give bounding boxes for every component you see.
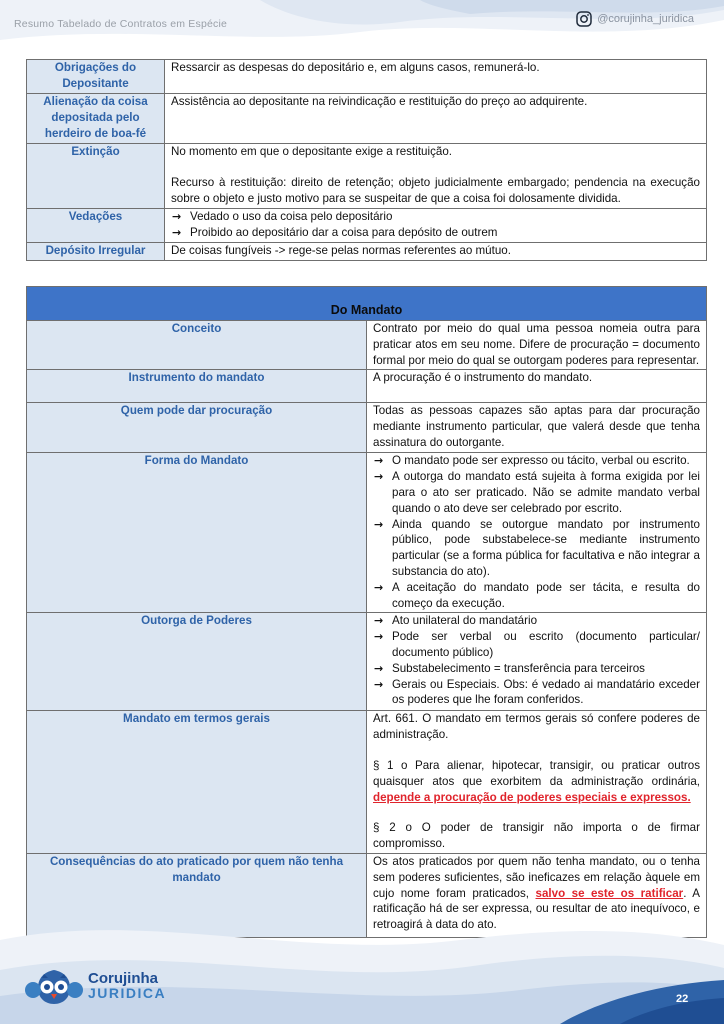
table-row: [27, 711, 707, 854]
row-value: [165, 60, 707, 94]
instagram-icon: [576, 11, 592, 27]
list-item: → Ainda quando se outorgue mandato por instrumento público, pode substabelece-se mediante instrumento particular (se a forma pública for facultativa e não integrar a substancia do ato).: [373, 517, 700, 580]
list-item: → Pode ser verbal ou escrito (documento particular/ documento público): [373, 629, 700, 661]
owl-logo-icon: [24, 966, 84, 1006]
footer-logo: [24, 966, 166, 1006]
row-value: [165, 94, 707, 144]
table-row: [27, 370, 707, 403]
instagram-badge[interactable]: [576, 11, 694, 27]
row-label: Alienação da coisa depositada pelo herdeiro de boa-fé: [27, 94, 165, 144]
paragraph: Art. 661. O mandato em termos gerais só confere poderes de administração.: [373, 712, 700, 742]
row-label: Mandato em termos gerais: [27, 711, 367, 854]
list-item: → Substabelecimento = transferência para terceiros: [373, 661, 700, 677]
row-label: Forma do Mandato: [27, 453, 367, 613]
list-item: → A outorga do mandato está sujeita à forma exigida por lei para o ato ser praticado. Não se admite mandato verbal quando o ato deve ser celebrado por escrito.: [373, 469, 700, 516]
row-label: Vedações: [27, 209, 165, 243]
row-label: Consequências do ato praticado por quem não tenha mandato: [27, 853, 367, 937]
mandato-table: [26, 286, 707, 938]
table-row: [27, 209, 707, 243]
paragraph: De coisas fungíveis -> rege-se pelas normas referentes ao mútuo.: [171, 243, 511, 257]
page-number: 22: [676, 993, 689, 1005]
table-row: [27, 94, 707, 144]
row-value: [367, 711, 707, 854]
paragraph: Recurso à restituição: direito de retenção; objeto judicialmente embargado; pendencia na execução sobre o objeto e justo motivo para se suspeitar de que a coisa foi dolosamente dividida.: [171, 175, 700, 205]
paragraph: No momento em que o depositante exige a restituição.: [171, 145, 452, 158]
row-value: [367, 613, 707, 711]
list-item: → Gerais ou Especiais. Obs: é vedado ai mandatário exceder os poderes que lhe foram conferidos.: [373, 677, 700, 709]
row-value: A procuração é o instrumento do mandato.: [367, 370, 707, 403]
paragraph-text: § 1 o Para alienar, hipotecar, transigir, ou praticar outros quaisquer atos que exorbitem da administração ordinária,: [373, 758, 700, 788]
table-row: [27, 60, 707, 94]
table-row: [27, 453, 707, 613]
table-row: [27, 144, 707, 209]
table-row: [27, 403, 707, 453]
section-title: Do Mandato: [27, 287, 707, 321]
row-value: [165, 144, 707, 209]
paragraph-text: Os atos praticados por quem não tenha mandato, ou o tenha sem poderes suficientes, são ineficazes em relação àquele em cujo nome foram praticados,: [373, 854, 700, 900]
row-value: Todas as pessoas capazes são aptas para dar procuração mediante instrumento particular, que valerá desde que tenha assinatura do outorgante.: [367, 403, 707, 453]
row-value: Contrato por meio do qual uma pessoa nomeia outra para praticar atos em seu nome. Difere de procuração = documento formal por meio do qual se outorgam poderes para representar.: [367, 321, 707, 370]
highlighted-text: salvo se este os ratificar: [535, 886, 684, 900]
instagram-handle: @corujinha_juridica: [597, 13, 694, 25]
row-label: Conceito: [27, 321, 367, 370]
row-label: Instrumento do mandato: [27, 370, 367, 403]
row-value: [165, 242, 707, 260]
table-header-row: [27, 287, 707, 321]
logo-line-1: Corujinha: [88, 970, 158, 987]
bullet-list: [373, 453, 700, 611]
list-item: → Ato unilateral do mandatário: [373, 613, 700, 629]
row-value: [367, 453, 707, 613]
table-row: [27, 613, 707, 711]
list-item: → A aceitação do mandato pode ser tácita, e resulta do começo da execução.: [373, 580, 700, 612]
table-row: [27, 321, 707, 370]
paragraph: Assistência ao depositante na reivindicação e restituição do preço ao adquirente.: [171, 95, 588, 108]
row-value: [165, 209, 707, 243]
paragraph: § 2 o O poder de transigir não importa o de firmar compromisso.: [373, 821, 700, 851]
row-label: Extinção: [27, 144, 165, 209]
row-label: Quem pode dar procuração: [27, 403, 367, 453]
bullet-list: [171, 209, 700, 241]
logo-text: [88, 972, 166, 1000]
list-item: → Proibido ao depositário dar a coisa para depósito de outrem: [171, 225, 700, 241]
bullet-list: [373, 613, 700, 708]
row-label: Depósito Irregular: [27, 242, 165, 260]
document-title: Resumo Tabelado de Contratos em Espécie: [14, 18, 228, 30]
paragraph: Ressarcir as despesas do depositário e, em alguns casos, remunerá-lo.: [171, 61, 540, 74]
paragraph: [373, 758, 700, 805]
list-item: → Vedado o uso da coisa pelo depositário: [171, 209, 700, 225]
table-row: [27, 242, 707, 260]
highlighted-text: depende a procuração de poderes especiais e expressos.: [373, 790, 691, 804]
list-item: → O mandato pode ser expresso ou tácito, verbal ou escrito.: [373, 453, 700, 469]
logo-line-2: JURIDICA: [88, 985, 167, 1001]
deposito-table: [26, 59, 707, 261]
row-label: Outorga de Poderes: [27, 613, 367, 711]
row-label: Obrigações do Depositante: [27, 60, 165, 94]
paragraph-text: . A ratificação há de ser expressa, ou resultar de ato inequívoco, e retroagirá à data do ato.: [373, 886, 700, 932]
